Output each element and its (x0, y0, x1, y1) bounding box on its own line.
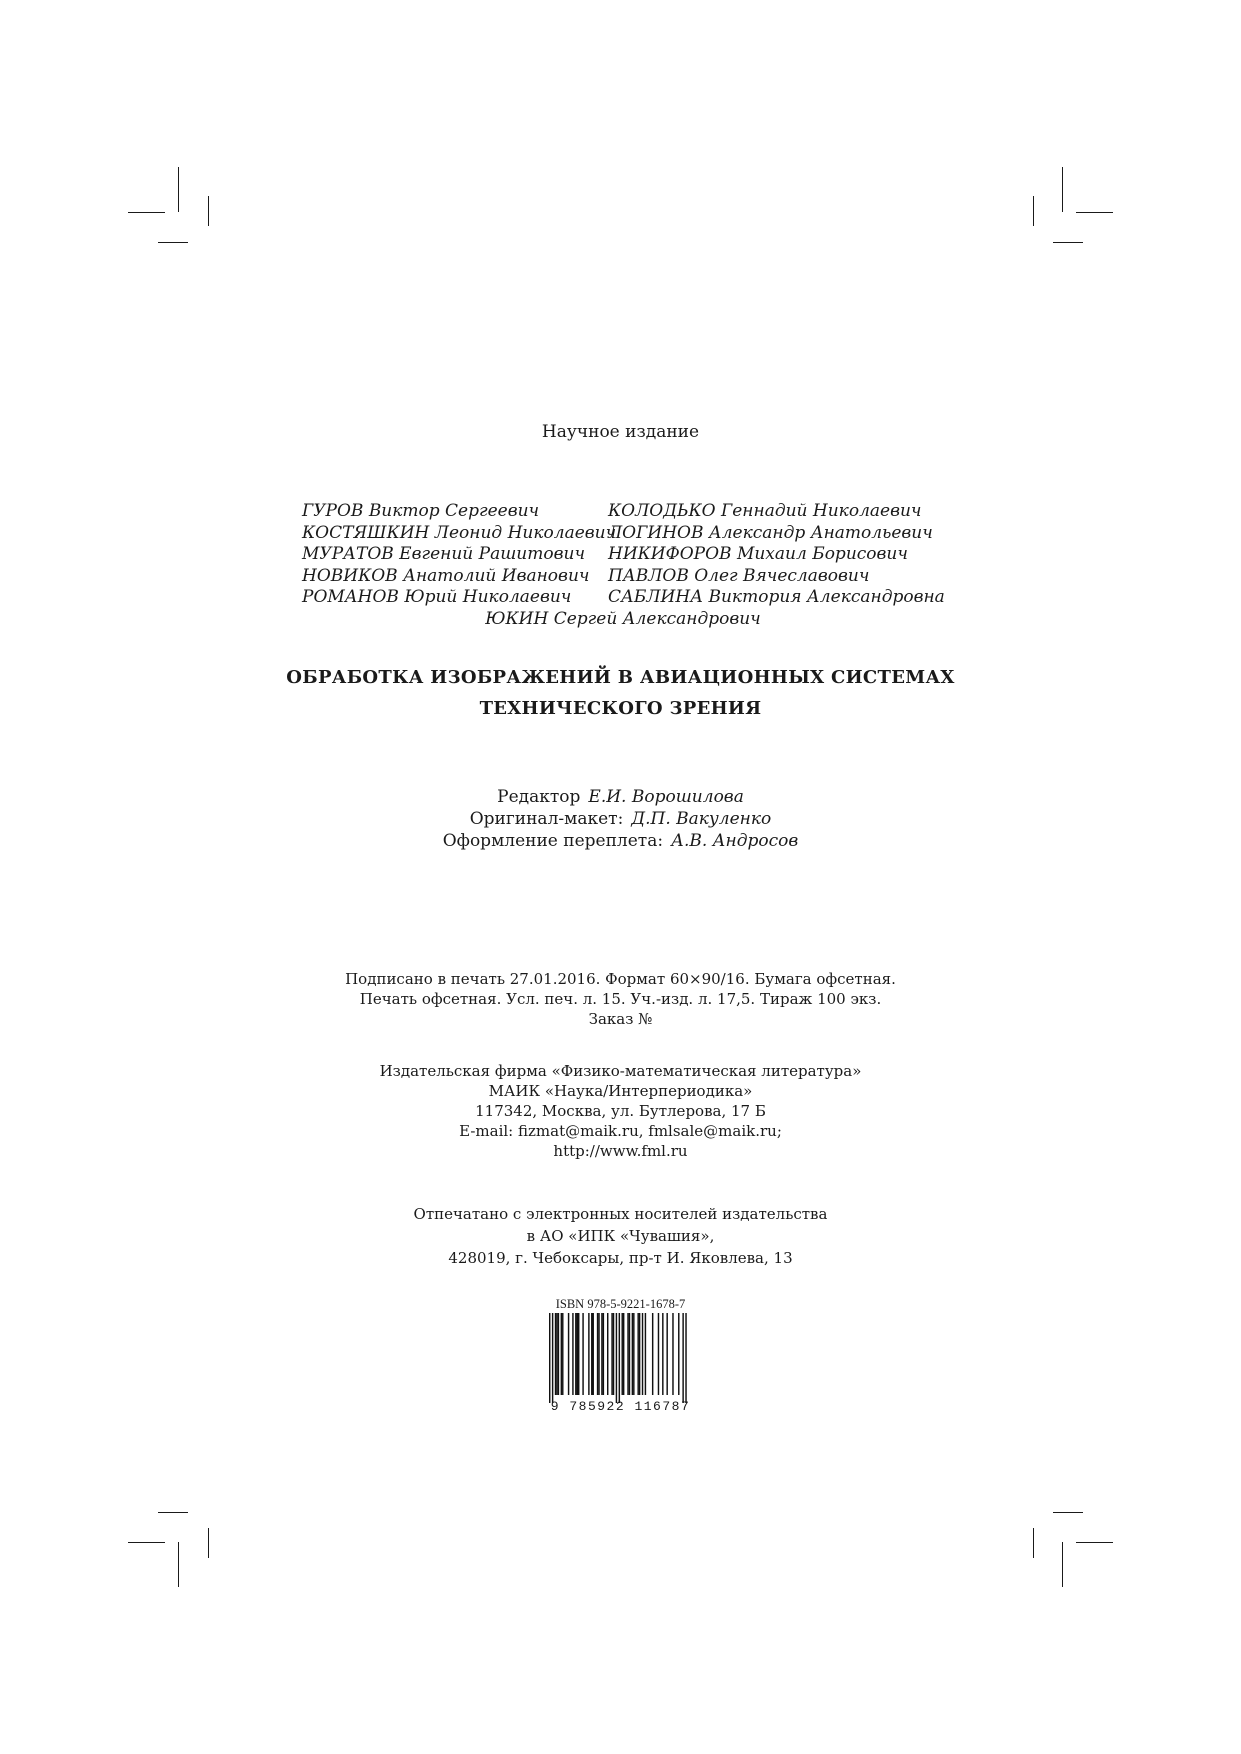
barcode-bar (552, 1313, 553, 1403)
barcode-bar (682, 1313, 683, 1403)
crop-mark (208, 1528, 209, 1558)
author-row-last (302, 609, 944, 631)
barcode-bar (652, 1313, 653, 1395)
title-line-1: ОБРАБОТКА ИЗОБРАЖЕНИЙ В АВИАЦИОННЫХ СИСТЕМАХ (286, 667, 955, 688)
author-row (302, 587, 962, 609)
credits (0, 786, 1241, 852)
crop-mark (1076, 1542, 1113, 1543)
barcode-bar (622, 1313, 623, 1395)
publication-type: Научное издание (541, 422, 700, 442)
author: ЮКИН Сергей Александрович (485, 608, 761, 629)
barcode-bar (555, 1313, 556, 1395)
title-line-2: ТЕХНИЧЕСКОГО ЗРЕНИЯ (479, 698, 762, 719)
author: ПАВЛОВ Олег Вячеславович (608, 565, 870, 586)
barcode-bar (611, 1313, 612, 1395)
barcode-bar (588, 1313, 589, 1395)
author: МУРАТОВ Евгений Рашитович (302, 544, 586, 564)
isbn-label: ISBN 978-5-9221-1678-7 (555, 1297, 686, 1311)
barcode-bar (549, 1313, 550, 1403)
credit-name: Д.П. Вакуленко (631, 809, 772, 829)
barcode-bar (639, 1313, 640, 1395)
credit-editor (0, 786, 1241, 808)
crop-mark (1053, 242, 1083, 243)
crop-mark (158, 242, 188, 243)
publisher-line: 117342, Москва, ул. Бутлерова, 17 Б (475, 1102, 766, 1120)
printer-line: в АО «ИПК «Чувашия», (526, 1227, 715, 1245)
barcode-bar (575, 1313, 576, 1395)
barcode-bar (568, 1313, 569, 1395)
author: РОМАНОВ Юрий Николаевич (302, 587, 572, 607)
barcode-bar (633, 1313, 634, 1395)
printer-info (0, 1203, 1241, 1269)
printer-line: 428019, г. Чебоксары, пр-т И. Яковлева, 13 (448, 1249, 793, 1267)
barcode-bar (672, 1313, 673, 1395)
authors-list (302, 501, 962, 630)
author-row (302, 544, 962, 566)
print-info (0, 969, 1241, 1029)
barcode-bar (629, 1313, 630, 1395)
barcode-bar (619, 1313, 620, 1403)
crop-mark (208, 196, 209, 226)
print-line: Подписано в печать 27.01.2016. Формат 60×90/16. Бумага офсетная. (345, 970, 896, 988)
crop-mark (1062, 1542, 1063, 1587)
print-line: Печать офсетная. Усл. печ. л. 15. Уч.-изд. л. 17,5. Тираж 100 экз. (359, 990, 882, 1008)
crop-mark (1062, 167, 1063, 212)
credit-role: Оригинал-макет: (469, 809, 624, 829)
credit-role: Редактор (497, 787, 581, 807)
publisher-line: http://www.fml.ru (553, 1142, 688, 1160)
author-row (302, 566, 962, 588)
crop-mark (128, 212, 165, 213)
credit-name: Е.И. Ворошилова (588, 787, 744, 807)
barcode-bar (666, 1313, 667, 1395)
barcode-bar (642, 1313, 643, 1395)
crop-mark (128, 1542, 165, 1543)
crop-mark (1076, 212, 1113, 213)
barcode-bar (577, 1313, 578, 1395)
author: НОВИКОВ Анатолий Иванович (302, 565, 590, 586)
barcode-bar (637, 1313, 638, 1395)
barcode-bar (597, 1313, 598, 1395)
author: ЛОГИНОВ Александр Анатольевич (608, 522, 933, 543)
barcode-bar (598, 1313, 599, 1395)
author: ГУРОВ Виктор Сергеевич (302, 501, 540, 521)
printer-line: Отпечатано с электронных носителей издательства (413, 1205, 828, 1223)
crop-mark (178, 167, 179, 212)
barcode-graphic (539, 1313, 694, 1403)
barcode-bar (632, 1313, 633, 1395)
credit-role: Оформление переплета: (442, 831, 664, 851)
publisher-line: МАИК «Наука/Интерпериодика» (488, 1082, 753, 1100)
author-row (302, 501, 962, 523)
author-row (302, 523, 962, 545)
barcode-bar (601, 1313, 602, 1395)
crop-mark (158, 1512, 188, 1513)
barcode-bar (623, 1313, 624, 1395)
barcode-bar (607, 1313, 608, 1395)
crop-mark (1033, 1528, 1034, 1558)
crop-mark (178, 1542, 179, 1587)
crop-mark (1053, 1512, 1083, 1513)
credit-name: А.В. Андросов (671, 831, 799, 851)
barcode-bar (572, 1313, 573, 1395)
barcode-bar (645, 1313, 646, 1395)
publisher-line: E-mail: fizmat@maik.ru, fmlsale@maik.ru; (459, 1122, 782, 1140)
print-line: Заказ № (588, 1010, 653, 1028)
book-title (0, 662, 1241, 724)
barcode-bar (662, 1313, 663, 1395)
publisher-info (0, 1061, 1241, 1161)
barcode-bar (556, 1313, 557, 1395)
barcode (539, 1313, 694, 1413)
author: САБЛИНА Виктория Александровна (608, 587, 945, 607)
author: КОСТЯШКИН Леонид Николаевич (302, 522, 617, 543)
barcode-bar (561, 1313, 562, 1395)
credit-layout (0, 808, 1241, 830)
crop-mark (1033, 196, 1034, 226)
barcode-bar (578, 1313, 579, 1395)
barcode-bar (593, 1313, 594, 1395)
barcode-bar (591, 1313, 592, 1395)
barcode-bar (582, 1313, 583, 1395)
barcode-bar (562, 1313, 563, 1395)
credit-binding (0, 830, 1241, 852)
barcode-bar (678, 1313, 679, 1395)
author: КОЛОДЬКО Геннадий Николаевич (608, 501, 922, 521)
barcode-bar (603, 1313, 604, 1395)
author: НИКИФОРОВ Михаил Борисович (608, 544, 908, 564)
barcode-digits: 9 785922 116787 (550, 1399, 691, 1414)
barcode-bar (685, 1313, 686, 1403)
barcode-bar (627, 1313, 628, 1395)
barcode-bar (616, 1313, 617, 1403)
publisher-line: Издательская фирма «Физико-математическая литература» (379, 1062, 862, 1080)
barcode-bar (558, 1313, 559, 1395)
barcode-bar (613, 1313, 614, 1395)
barcode-bar (658, 1313, 659, 1395)
